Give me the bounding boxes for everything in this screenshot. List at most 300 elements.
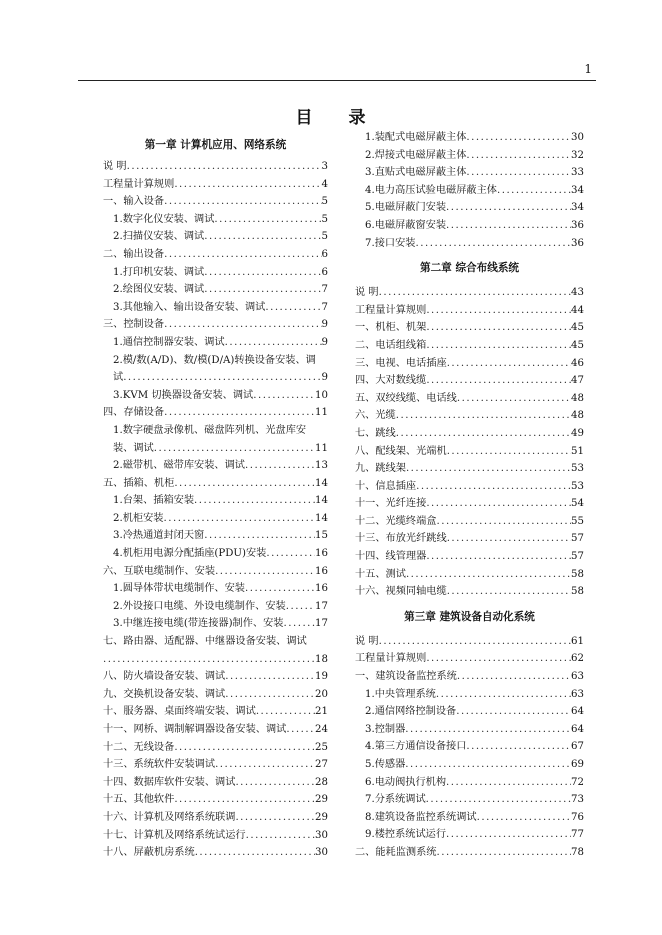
toc-entry-page: 69: [571, 759, 584, 770]
toc-dot-leader: [396, 425, 571, 443]
toc-dot-leader: [204, 264, 321, 282]
toc-entry[interactable]: [103, 721, 328, 739]
toc-dot-leader: [195, 844, 315, 862]
toc-entry-page: 30: [315, 847, 328, 859]
toc-dot-leader: [286, 598, 315, 616]
toc-dot-leader: [416, 478, 571, 496]
toc-dot-leader: [225, 668, 315, 686]
toc-entry[interactable]: [103, 545, 328, 563]
toc-entry[interactable]: [103, 791, 328, 809]
toc-dot-leader: [235, 809, 315, 827]
toc-entry-label: 十一、网桥、调制解调器设备安装、调试: [103, 724, 287, 735]
toc-entry-page: 53: [571, 480, 584, 492]
toc-entry-page: 29: [315, 811, 328, 823]
toc-entry-label: 说 明: [355, 635, 379, 647]
toc-entry-page: 57: [571, 533, 584, 545]
toc-entry-page: 47: [571, 375, 584, 387]
toc-entry-label: 八、防火墙设备安装、调试: [103, 671, 226, 683]
toc-entry-page: 63: [571, 671, 584, 683]
toc-entry-label: 2.磁带机、磁带库安装、调试: [113, 460, 245, 472]
toc-entry[interactable]: [355, 703, 584, 721]
toc-entry-label: 十一、光纤连接: [355, 498, 427, 510]
toc-dot-leader: [415, 235, 571, 253]
toc-dot-leader: [426, 791, 571, 809]
toc-entry[interactable]: [355, 164, 584, 182]
toc-entry[interactable]: [355, 199, 584, 217]
toc-entry[interactable]: [103, 316, 328, 334]
toc-entry[interactable]: [103, 440, 328, 458]
toc-entry-label: 十三、系统软件安装调试: [103, 759, 216, 771]
toc-entry[interactable]: [355, 407, 584, 425]
toc-entry[interactable]: [103, 299, 328, 317]
toc-entry[interactable]: [103, 281, 328, 299]
toc-entry[interactable]: [103, 492, 328, 510]
toc-entry-label: 5.电磁屏蔽门安装: [365, 202, 447, 214]
toc-dot-leader: [174, 176, 321, 194]
toc-dot-leader: [426, 302, 571, 320]
toc-entry-label: 6.电磁屏蔽窗安装: [365, 219, 447, 231]
toc-dot-leader: [204, 527, 315, 545]
page-title: 目 录: [295, 108, 367, 128]
toc-entry-page: 9: [321, 319, 328, 331]
toc-dot-leader: [154, 440, 315, 458]
toc-entry-label: 五、双绞线缆、电话线: [355, 392, 457, 404]
toc-dot-leader: [497, 182, 571, 200]
toc-entry-page: 24: [315, 724, 328, 735]
toc-entry-page: 11: [315, 442, 328, 454]
toc-entry-page: 34: [571, 202, 584, 214]
toc-entry-label: 十、信息插座: [355, 480, 417, 492]
toc-entry-label: 3.KVM 切换器设备安装、调试: [113, 389, 254, 401]
toc-entry-page: 9: [321, 372, 328, 384]
toc-entry[interactable]: [355, 217, 584, 235]
toc-entry-label: 3.控制器: [365, 723, 406, 735]
toc-entry-label: 2.扫描仪安装、调试: [113, 231, 205, 243]
toc-dot-leader: [246, 827, 315, 845]
toc-entry[interactable]: [103, 264, 328, 282]
toc-dot-leader: [174, 791, 315, 809]
toc-right-column: [355, 129, 584, 862]
toc-dot-leader: [164, 404, 315, 422]
toc-entry[interactable]: [355, 548, 584, 566]
toc-dot-leader: [204, 281, 321, 299]
toc-entry-page: 46: [571, 357, 584, 369]
toc-entry[interactable]: [355, 355, 584, 373]
toc-entry[interactable]: [355, 390, 584, 408]
toc-entry-page: 51: [571, 445, 584, 457]
toc-entry[interactable]: [355, 844, 584, 862]
toc-entry-page: 32: [571, 149, 584, 161]
toc-entry-label: 3.直贴式电磁屏蔽主体: [365, 167, 467, 179]
toc-entry-label: 2.焊接式电磁屏蔽主体: [365, 149, 467, 161]
toc-entry-page: 43: [571, 287, 584, 299]
toc-entry-label: 六、互联电缆制作、安装: [103, 565, 216, 577]
toc-entry-page: 7: [321, 301, 328, 313]
toc-dot-leader: [379, 633, 571, 651]
toc-entry-label: 十八、屏蔽机房系统: [103, 847, 195, 859]
toc-entry[interactable]: [355, 583, 584, 601]
toc-dot-leader: [426, 372, 571, 390]
toc-entry-page: 72: [571, 776, 584, 788]
toc-entry-page: 36: [571, 237, 584, 249]
toc-dot-leader: [103, 651, 315, 669]
page-number: 1: [584, 62, 592, 76]
toc-dot-leader: [215, 756, 315, 774]
toc-entry[interactable]: [103, 369, 328, 387]
toc-entry-page: 64: [571, 723, 584, 735]
toc-dot-leader: [457, 668, 571, 686]
toc-dot-leader: [396, 407, 571, 425]
toc-entry-label: 一、建筑设备监控系统: [355, 671, 457, 683]
toc-entry-label: 十六、视频同轴电缆: [355, 586, 447, 598]
toc-dot-leader: [426, 650, 571, 668]
toc-entry-label: 7.分系统调试: [365, 794, 426, 806]
toc-entry[interactable]: [355, 530, 584, 548]
toc-entry-label: 一、输入设备: [103, 196, 165, 208]
toc-entry[interactable]: [355, 319, 584, 337]
toc-entry[interactable]: [355, 513, 584, 531]
toc-dot-leader: [245, 580, 315, 598]
toc-entry-page: 20: [315, 688, 328, 700]
toc-entry-page: 18: [315, 653, 328, 665]
toc-entry[interactable]: [355, 235, 584, 253]
toc-entry[interactable]: [355, 721, 584, 739]
chapter-3-entries: [355, 633, 584, 862]
toc-entry-label: 二、能耗监测系统: [355, 846, 437, 858]
toc-entry-label: 十四、数据库软件安装、调试: [103, 776, 236, 788]
header-rule: [78, 80, 596, 81]
toc-entry[interactable]: [355, 774, 584, 792]
toc-entry-label: 1.中央管理系统: [365, 688, 436, 700]
toc-dot-leader: [405, 756, 571, 774]
toc-entry-label: 工程量计算规则: [103, 178, 175, 190]
toc-dot-leader: [466, 129, 571, 147]
toc-entry-label: 说 明: [355, 287, 379, 299]
toc-entry[interactable]: [103, 176, 328, 194]
toc-entry-label: 十、服务器、桌面终端安装、调试: [103, 706, 256, 718]
toc-dot-leader: [164, 316, 321, 334]
toc-entry-page: 14: [315, 477, 328, 489]
chapter-2-entries: [355, 284, 584, 601]
toc-entry-page: 5: [321, 213, 328, 225]
toc-entry[interactable]: [103, 844, 328, 862]
toc-dot-leader: [426, 319, 571, 337]
toc-entry-page: 16: [315, 583, 328, 595]
toc-entry[interactable]: [355, 495, 584, 513]
toc-entry-label: 七、跳线: [355, 427, 396, 439]
toc-entry[interactable]: [103, 563, 328, 581]
toc-entry[interactable]: [103, 211, 328, 229]
toc-entry-page: 49: [571, 427, 584, 439]
toc-entry-label: 4.机柜用电源分配插座(PDU)安装: [113, 548, 267, 560]
toc-entry-page: 29: [315, 794, 328, 806]
toc-dot-leader: [256, 703, 315, 721]
chapter-1-continued-entries: [355, 129, 584, 252]
toc-entry-page: 73: [571, 794, 584, 806]
toc-entry[interactable]: [103, 158, 328, 176]
toc-dot-leader: [477, 809, 571, 827]
toc-dot-leader: [456, 703, 571, 721]
toc-dot-leader: [253, 387, 315, 405]
toc-entry[interactable]: [103, 334, 328, 352]
toc-dot-leader: [283, 615, 315, 633]
toc-entry[interactable]: [103, 510, 328, 528]
toc-entry[interactable]: [355, 129, 584, 147]
toc-entry-page: 5: [321, 231, 328, 243]
toc-dot-leader: [163, 510, 315, 528]
toc-dot-leader: [446, 199, 571, 217]
toc-entry-label: 九、交换机设备安装、调试: [103, 688, 226, 700]
toc-entry-page: 77: [571, 829, 584, 841]
toc-entry[interactable]: [355, 809, 584, 827]
toc-entry-label: 5.传感器: [365, 759, 406, 770]
toc-dot-leader: [204, 228, 321, 246]
toc-entry-page: 16: [315, 565, 328, 577]
toc-dot-leader: [406, 460, 571, 478]
toc-entry[interactable]: [103, 246, 328, 264]
toc-entry[interactable]: [103, 651, 328, 669]
toc-entry-page: 30: [571, 132, 584, 143]
toc-dot-leader: [426, 495, 571, 513]
toc-entry-label: 1.圆导体带状电缆制作、安装: [113, 583, 245, 595]
toc-entry-page: 57: [571, 551, 584, 563]
toc-entry-label: 1.装配式电磁屏蔽主体: [365, 132, 467, 143]
toc-entry[interactable]: [355, 337, 584, 355]
toc-dot-leader: [174, 739, 315, 757]
toc-entry-label: 4.电力高压试验电磁屏蔽主体: [365, 184, 497, 196]
toc-entry-page: 58: [571, 586, 584, 598]
toc-entry-label: 9.楼控系统试运行: [365, 829, 447, 841]
toc-entry[interactable]: [355, 182, 584, 200]
toc-entry[interactable]: [355, 302, 584, 320]
toc-entry[interactable]: [103, 580, 328, 598]
toc-entry[interactable]: [103, 387, 328, 405]
toc-entry-label: 一、机柜、机架: [355, 322, 427, 334]
toc-dot-leader: [215, 563, 315, 581]
toc-entry-page: 5: [321, 196, 328, 208]
toc-dot-leader: [466, 147, 571, 165]
toc-dot-leader: [437, 844, 572, 862]
toc-entry-page: 48: [571, 410, 584, 422]
toc-entry[interactable]: [355, 460, 584, 478]
toc-entry-page: 10: [315, 389, 328, 401]
toc-entry-label: 二、电话组线箱: [355, 339, 427, 351]
toc-entry-page: 7: [321, 284, 328, 296]
toc-dot-leader: [426, 337, 571, 355]
toc-entry[interactable]: [355, 443, 584, 461]
toc-dot-leader: [447, 355, 571, 373]
toc-entry-label: 十七、计算机及网络系统试运行: [103, 829, 246, 841]
toc-entry-page: 45: [571, 322, 584, 334]
toc-dot-leader: [446, 826, 571, 844]
toc-entry-page: 16: [315, 548, 328, 560]
toc-entry-label: 3.冷热通道封闭天窗: [113, 530, 205, 542]
toc-entry-label: 2.绘图仪安装、调试: [113, 284, 205, 296]
toc-entry[interactable]: [103, 827, 328, 845]
toc-dot-leader: [447, 583, 571, 601]
toc-dot-leader: [466, 164, 571, 182]
toc-entry-label: 2.外设接口电缆、外设电缆制作、安装: [113, 600, 286, 612]
toc-entry-page: 55: [571, 515, 584, 527]
toc-entry-page: 61: [571, 635, 584, 647]
toc-entry[interactable]: [103, 756, 328, 774]
toc-entry-page: 13: [315, 460, 328, 472]
chapter-3-heading: 第三章 建筑设备自动化系统: [404, 610, 535, 623]
toc-entry-label: 1.打印机安装、调试: [113, 266, 205, 278]
toc-entry[interactable]: [355, 686, 584, 704]
toc-entry[interactable]: [103, 668, 328, 686]
toc-entry[interactable]: [355, 372, 584, 390]
toc-entry-page: 58: [571, 568, 584, 580]
toc-dot-leader: [286, 721, 315, 739]
toc-entry[interactable]: [103, 615, 328, 633]
toc-entry-first-line: 七、路由器、适配器、中继器设备安装、调试: [103, 636, 307, 648]
toc-entry-page: 17: [315, 618, 328, 630]
toc-entry-page: 54: [571, 498, 584, 510]
toc-entry-page: 76: [571, 811, 584, 823]
toc-entry[interactable]: [355, 633, 584, 651]
chapter-1-entries: [103, 158, 328, 862]
toc-entry-first-line: 1.数字硬盘录像机、磁盘阵列机、光盘库安: [113, 424, 307, 436]
toc-entry-page: 9: [321, 336, 328, 348]
toc-entry-label: 二、输出设备: [103, 248, 165, 260]
toc-entry[interactable]: [103, 228, 328, 246]
toc-entry-label: 3.中继连接电缆(带连接器)制作、安装: [113, 618, 284, 630]
toc-entry[interactable]: [103, 774, 328, 792]
toc-entry-label: 十六、计算机及网络系统联调: [103, 811, 236, 823]
toc-entry-label: 2.通信网络控制设备: [365, 706, 457, 718]
toc-entry-label: 8.建筑设备监控系统调试: [365, 811, 477, 823]
toc-dot-leader: [436, 686, 571, 704]
toc-entry[interactable]: [103, 809, 328, 827]
toc-entry[interactable]: [355, 425, 584, 443]
toc-entry-label: 十二、光缆终端盒: [355, 515, 437, 527]
toc-entry-label: 三、电视、电话插座: [355, 357, 447, 369]
toc-entry[interactable]: [103, 686, 328, 704]
toc-dot-leader: [164, 246, 321, 264]
toc-entry-label: 工程量计算规则: [355, 304, 427, 316]
toc-entry-label: 工程量计算规则: [355, 653, 427, 665]
toc-entry-page: 53: [571, 463, 584, 475]
toc-dot-leader: [466, 738, 571, 756]
toc-entry[interactable]: [103, 475, 328, 493]
toc-entry[interactable]: [355, 791, 584, 809]
toc-dot-leader: [447, 530, 571, 548]
toc-dot-leader: [164, 193, 321, 211]
toc-dot-leader: [406, 566, 571, 584]
toc-entry[interactable]: [103, 598, 328, 616]
toc-entry[interactable]: [103, 193, 328, 211]
toc-entry[interactable]: [355, 478, 584, 496]
toc-entry-label: 2.机柜安装: [113, 512, 164, 524]
toc-entry-label: 四、存储设备: [103, 407, 165, 419]
toc-entry-page: 27: [315, 759, 328, 771]
toc-dot-leader: [265, 299, 321, 317]
toc-entry-label: 十四、线管理器: [355, 551, 427, 563]
toc-entry-label: 三、控制设备: [103, 319, 165, 331]
toc-entry-page: 17: [315, 600, 328, 612]
toc-entry-page: 28: [315, 776, 328, 788]
toc-entry[interactable]: [355, 650, 584, 668]
toc-entry[interactable]: [103, 404, 328, 422]
toc-entry-label: 六、光缆: [355, 410, 396, 422]
toc-entry-page: 33: [571, 167, 584, 179]
toc-entry-page: 63: [571, 688, 584, 700]
toc-entry[interactable]: [103, 527, 328, 545]
toc-entry-label: 十三、布放光纤跳线: [355, 533, 447, 545]
toc-entry-label: 1.通信控制器安装、调试: [113, 336, 225, 348]
chapter-2-heading: 第二章 综合布线系统: [419, 262, 520, 275]
toc-entry[interactable]: [355, 566, 584, 584]
toc-entry[interactable]: [355, 738, 584, 756]
toc-entry-first-line: 2.模/数(A/D)、数/模(D/A)转换设备安装、调: [113, 354, 316, 366]
toc-entry-page: 3: [321, 161, 328, 172]
toc-entry-label: 九、跳线架: [355, 463, 406, 475]
toc-dot-leader: [379, 284, 571, 302]
toc-dot-leader: [266, 545, 315, 563]
toc-entry-label: 十五、测试: [355, 568, 406, 580]
toc-entry-page: 15: [315, 530, 328, 542]
toc-entry-label: 十二、无线设备: [103, 741, 175, 753]
toc-dot-leader: [235, 774, 315, 792]
toc-entry[interactable]: [103, 739, 328, 757]
toc-entry-label: 1.数字化仪安装、调试: [113, 213, 215, 225]
toc-entry[interactable]: [355, 668, 584, 686]
toc-entry-page: 62: [571, 653, 584, 665]
toc-entry[interactable]: [355, 826, 584, 844]
toc-entry-page: 30: [315, 829, 328, 841]
toc-entry-page: 19: [315, 671, 328, 683]
toc-dot-leader: [245, 457, 315, 475]
toc-left-column: [103, 136, 328, 862]
toc-entry[interactable]: [355, 756, 584, 774]
toc-entry-label: 四、大对数线缆: [355, 375, 427, 387]
toc-entry-page: 11: [315, 407, 328, 419]
toc-dot-leader: [174, 475, 315, 493]
toc-entry[interactable]: [103, 457, 328, 475]
toc-entry-page: 36: [571, 219, 584, 231]
chapter-1-heading: 第一章 计算机应用、网络系统: [144, 139, 287, 151]
toc-dot-leader: [123, 369, 321, 387]
toc-entry-page: 6: [321, 266, 328, 278]
toc-dot-leader: [214, 211, 321, 229]
toc-entry-page: 48: [571, 392, 584, 404]
toc-dot-leader: [225, 334, 322, 352]
toc-entry[interactable]: [355, 284, 584, 302]
toc-dot-leader: [446, 217, 571, 235]
toc-entry-label: 4.第三方通信设备接口: [365, 741, 467, 753]
toc-dot-leader: [446, 774, 571, 792]
toc-entry-page: 6: [321, 248, 328, 260]
toc-entry-page: 25: [315, 741, 328, 753]
toc-entry-label: 6.电动阀执行机构: [365, 776, 447, 788]
toc-entry-page: 14: [315, 512, 328, 524]
toc-entry-label: 说 明: [103, 161, 127, 172]
toc-entry[interactable]: [355, 147, 584, 165]
toc-dot-leader: [437, 513, 572, 531]
toc-entry[interactable]: [103, 703, 328, 721]
toc-dot-leader: [405, 721, 571, 739]
toc-entry-page: 21: [315, 706, 328, 718]
toc-entry-label: 八、配线架、光端机: [355, 445, 447, 457]
toc-entry-page: 34: [571, 184, 584, 196]
toc-entry-page: 44: [571, 304, 584, 316]
toc-entry-label: 装、调试: [113, 442, 154, 454]
toc-dot-leader: [426, 548, 571, 566]
toc-entry-page: 14: [315, 495, 328, 507]
toc-dot-leader: [447, 443, 571, 461]
toc-entry-label: 十五、其他软件: [103, 794, 175, 806]
